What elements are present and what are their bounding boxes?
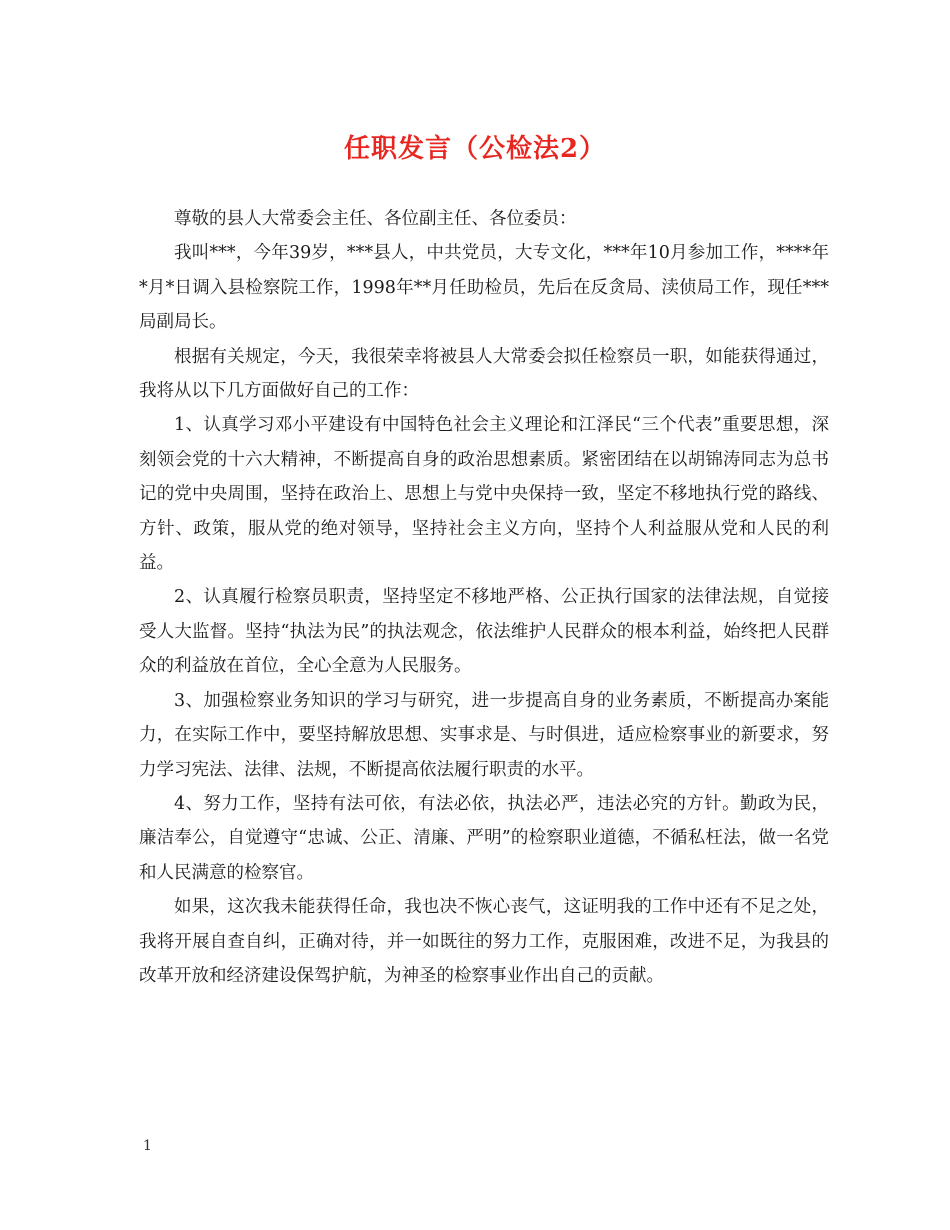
point-2-paragraph: 2、认真履行检察员职责，坚持坚定不移地严格、公正执行国家的法律法规，自觉接受人大监督。坚持“执法为民”的执法观念，依法维护人民群众的根本利益，始终把人民群众的利益放在首位，全心全意为人民服务。 — [139, 587, 829, 677]
context-paragraph: 根据有关规定，今天，我很荣幸将被县人大常委会拟任检察员一职，如能获得通过，我将从以下几方面做好自己的工作： — [139, 346, 829, 402]
point-3-paragraph: 3、加强检察业务知识的学习与研究，进一步提高自身的业务素质，不断提高办案能力，在实际工作中，要坚持解放思想、实事求是、与时俱进，适应检察事业的新要求，努力学习宪法、法律、法规，不断提高依法履行职责的水平。 — [139, 690, 829, 780]
page-number: 1 — [143, 1138, 152, 1154]
document-title: 任职发言（公检法2） — [343, 134, 607, 164]
intro-paragraph: 我叫***，今年39岁，***县人，中共党员，大专文化，***年10月参加工作，****年*月*日调入县检察院工作，1998年**月任助检员，先后在反贪局、渎侦局工作，现任***局副局长。 — [139, 243, 829, 333]
document-body — [139, 202, 829, 993]
point-4-paragraph: 4、努力工作，坚持有法可依，有法必依，执法必严，违法必究的方针。勤政为民，廉洁奉公，自觉遵守“忠诚、公正、清廉、严明”的检察职业道德，不循私枉法，做一名党和人民满意的检察官。 — [139, 793, 829, 883]
salutation-paragraph: 尊敬的县人大常委会主任、各位副主任、各位委员： — [174, 209, 577, 229]
point-1-paragraph: 1、认真学习邓小平建设有中国特色社会主义理论和江泽民“三个代表”重要思想，深刻领会党的十六大精神，不断提高自身的政治思想素质。紧密团结在以胡锦涛同志为总书记的党中央周围，坚持在政治上、思想上与党中央保持一致，坚定不移地执行党的路线、方针、政策，服从党的绝对领导，坚持社会主义方向，坚持个人利益服从党和人民的利益。 — [139, 415, 829, 574]
closing-paragraph: 如果，这次我未能获得任命，我也决不恢心丧气，这证明我的工作中还有不足之处，我将开展自查自纠，正确对待，并一如既往的努力工作，克服困难，改进不足，为我县的改革开放和经济建设保驾护航，为神圣的检察事业作出自己的贡献。 — [139, 897, 829, 986]
